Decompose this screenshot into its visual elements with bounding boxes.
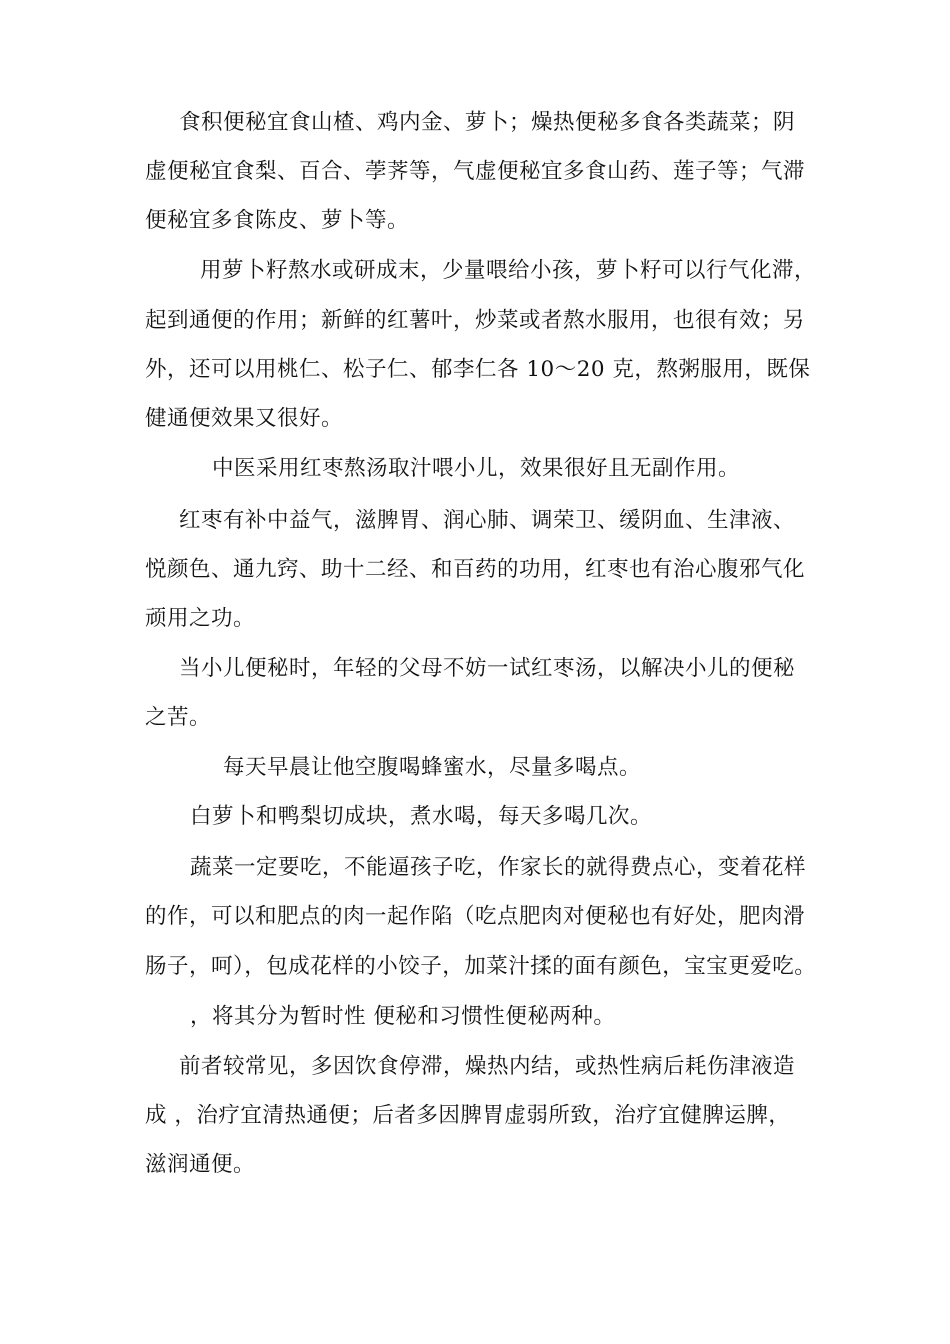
paragraph-line: 外，还可以用桃仁、松子仁、郁李仁各 10～20 克，熬粥服用，既保 (145, 357, 811, 382)
paragraph-line: 虚便秘宜食梨、百合、荸荠等，气虚便秘宜多食山药、莲子等；气滞 (145, 159, 806, 184)
paragraph-line: 滋润通便。 (145, 1152, 256, 1177)
paragraph-line: ，将其分为暂时性 便秘和习惯性便秘两种。 (190, 1004, 616, 1029)
paragraph-line: 前者较常见，多因饮食停滞，燥热内结，或热性病后耗伤津液造 (179, 1054, 796, 1079)
paragraph-line: 健通便效果又很好。 (145, 406, 344, 431)
paragraph-line: 每天早晨让他空腹喝蜂蜜水，尽量多喝点。 (223, 755, 642, 780)
paragraph-line: 食积便秘宜食山楂、鸡内金、萝卜；燥热便秘多食各类蔬菜；阴 (179, 110, 796, 135)
paragraph-line: 白萝卜和鸭梨切成块，煮水喝，每天多喝几次。 (190, 804, 653, 829)
paragraph-line: 起到通便的作用；新鲜的红薯叶，炒菜或者熬水服用，也很有效；另 (145, 308, 806, 333)
paragraph-line: 用萝卜籽熬水或研成末，少量喂给小孩，萝卜籽可以行气化滞， (200, 258, 817, 283)
paragraph-line: 的作，可以和肥点的肉一起作陷（吃点肥肉对便秘也有好处，肥肉滑 (145, 904, 806, 929)
paragraph-line: 中医采用红枣熬汤取汁喂小儿，效果很好且无副作用。 (212, 456, 741, 481)
paragraph-line: 肠子，呵），包成花样的小饺子，加菜汁揉的面有颜色，宝宝更爱吃。 (145, 954, 817, 979)
paragraph-line: 悦颜色、通九窍、助十二经、和百药的功用，红枣也有治心腹邪气化 (145, 557, 806, 582)
paragraph-line: 蔬菜一定要吃，不能逼孩子吃，作家长的就得费点心，变着花样 (190, 855, 807, 880)
paragraph-line: 便秘宜多食陈皮、萝卜等。 (145, 208, 410, 233)
paragraph-line: 成 ，治疗宜清热通便；后者多因脾胃虚弱所致，治疗宜健脾运脾， (145, 1103, 791, 1128)
paragraph-line: 之苦。 (145, 705, 212, 730)
paragraph-line: 当小儿便秘时，年轻的父母不妨一试红枣汤，以解决小儿的便秘 (179, 656, 796, 681)
paragraph-line: 顽用之功。 (145, 606, 256, 631)
paragraph-line: 红枣有补中益气，滋脾胃、润心肺、调荣卫、缓阴血、生津液、 (179, 508, 796, 533)
